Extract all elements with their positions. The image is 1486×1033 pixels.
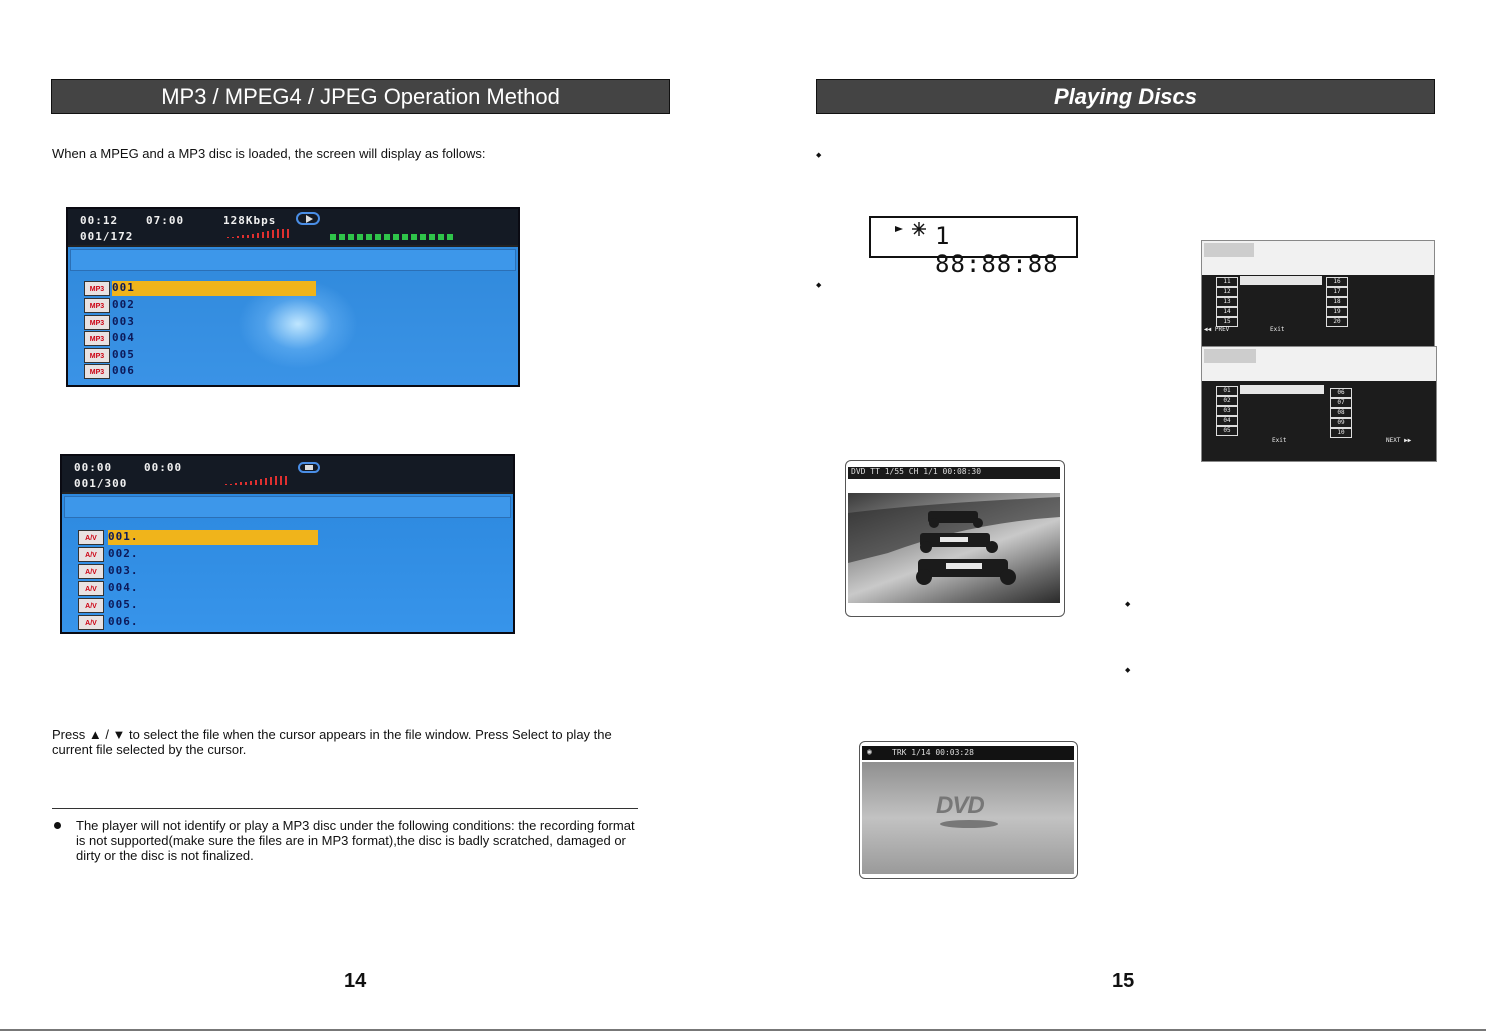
cd-disc-icon: ◉ [867,747,872,756]
file-name: 003. [108,564,139,577]
dvd-logo: DVD [936,792,984,819]
file-name: 005. [108,598,139,611]
video-file-icon: A/V [78,564,104,579]
track-counter: 001/172 [80,230,134,243]
file-name: 004 [112,331,135,344]
total-time: 00:00 [144,461,183,474]
cursor-highlight [108,530,318,545]
bitrate: 128Kbps [223,214,277,227]
stop-icon [298,462,320,473]
mp3-file-icon: MP3 [84,298,110,313]
play-indicator-icon [893,224,905,234]
play-icon [296,212,320,225]
menu-item[interactable]: 10 [1330,428,1352,438]
progress-ticks [190,476,294,485]
prev-label: PREV [1214,326,1230,333]
menu-item[interactable]: 09 [1330,418,1352,428]
progress-ticks [192,229,296,238]
disc-menu-screen-2 [1201,346,1437,462]
menu-item[interactable]: 19 [1326,307,1348,317]
menu-item[interactable]: 04 [1216,416,1238,426]
video-osd-text: DVD TT 1/55 CH 1/1 00:08:30 [851,467,982,476]
path-bar [70,249,516,271]
menu-item[interactable]: 15 [1216,317,1238,327]
intro-text: When a MPEG and a MP3 disc is loaded, the screen will display as follows: [52,146,486,161]
menu-selection-bar [1240,385,1324,394]
exit-button[interactable]: Exit [1272,437,1287,444]
menu-item[interactable]: 16 [1326,277,1348,287]
menu-item[interactable]: 14 [1216,307,1238,317]
video-file-screen [60,454,515,634]
menu-title-text [1204,243,1254,257]
mp3-file-screen [66,207,520,387]
menu-item[interactable]: 07 [1330,398,1352,408]
volume-meter [330,233,460,242]
instruction-line-1: Press ▲ / ▼ to select the file when the cursor appears in the file window. Press Select to play the [52,727,612,742]
menu-item[interactable]: 17 [1326,287,1348,297]
instruction-line-2: current file selected by the cursor. [52,742,247,757]
menu-item[interactable]: 12 [1216,287,1238,297]
elapsed-time: 00:12 [80,214,119,227]
menu-item[interactable]: 02 [1216,396,1238,406]
cd-osd-text: TRK 1/14 00:03:28 [892,748,974,757]
screen-status-bar [62,456,513,494]
menu-item[interactable]: 13 [1216,297,1238,307]
note-divider [52,808,638,809]
note-line-1: The player will not identify or play a MP3 disc under the following conditions: the recording format [76,818,635,833]
mp3-file-icon: MP3 [84,281,110,296]
video-file-icon: A/V [78,581,104,596]
menu-item[interactable]: 05 [1216,426,1238,436]
file-name: 002 [112,298,135,311]
left-page-header: MP3 / MPEG4 / JPEG Operation Method [51,79,670,114]
menu-item[interactable]: 20 [1326,317,1348,327]
track-counter: 001/300 [74,477,128,490]
video-file-icon: A/V [78,547,104,562]
video-osd-bar [848,467,1060,479]
video-file-icon: A/V [78,598,104,613]
file-name: 005 [112,348,135,361]
total-time: 07:00 [146,214,185,227]
note-line-2: is not supported(make sure the files are in MP3 format),the disc is badly scratched, damaged or [76,833,626,848]
bullet-diamond: ◆ [1125,601,1131,608]
disc-spin-icon [911,221,927,237]
dvd-logo-disc [940,820,998,828]
menu-item[interactable]: 01 [1216,386,1238,396]
bullet-diamond: ◆ [816,282,822,289]
video-playback-photo [845,460,1065,617]
next-label: NEXT [1386,437,1401,444]
bullet-diamond: ◆ [816,152,822,159]
file-name: 004. [108,581,139,594]
page-number-left: 14 [344,970,367,992]
file-name: 001 [112,281,135,294]
menu-selection-bar [1240,276,1322,285]
menu-item[interactable]: 18 [1326,297,1348,307]
note-bullet [54,822,61,829]
mp3-file-icon: MP3 [84,348,110,363]
mp3-file-icon: MP3 [84,364,110,379]
front-panel-display [869,216,1078,278]
file-name: 006 [112,364,135,377]
mp3-file-icon: MP3 [84,331,110,346]
video-file-icon: A/V [78,530,104,545]
lcd-readout: 1 88:88:88 [935,222,1059,278]
next-button[interactable]: NEXT ▶▶ [1386,437,1412,444]
page-number-right: 15 [1112,970,1135,992]
bullet-diamond: ◆ [1125,667,1131,674]
menu-item[interactable]: 06 [1330,388,1352,398]
file-name: 003 [112,315,135,328]
exit-button[interactable]: Exit [1270,326,1285,333]
racing-car-image [848,493,1060,603]
menu-item[interactable]: 08 [1330,408,1352,418]
cursor-highlight [112,281,316,296]
file-name: 001. [108,530,139,543]
menu-item[interactable]: 03 [1216,406,1238,416]
video-file-icon: A/V [78,615,104,630]
right-page-header: Playing Discs [816,79,1435,114]
race-cars-graphic [848,493,1060,603]
cd-playback-photo [859,741,1078,879]
cd-background [862,762,1074,874]
file-name: 002. [108,547,139,560]
bottom-rule [0,1029,1486,1031]
menu-item[interactable]: 11 [1216,277,1238,287]
file-name: 006. [108,615,139,628]
prev-button[interactable]: ◀◀ PREV [1204,326,1230,333]
elapsed-time: 00:00 [74,461,113,474]
cd-osd-bar [862,746,1074,760]
screen-status-bar [68,209,518,247]
menu-title-text [1204,349,1256,363]
note-line-3: dirty or the disc is not finalized. [76,848,254,863]
path-bar [64,496,511,518]
mp3-file-icon: MP3 [84,315,110,330]
disc-menu-screen-1 [1201,240,1435,347]
